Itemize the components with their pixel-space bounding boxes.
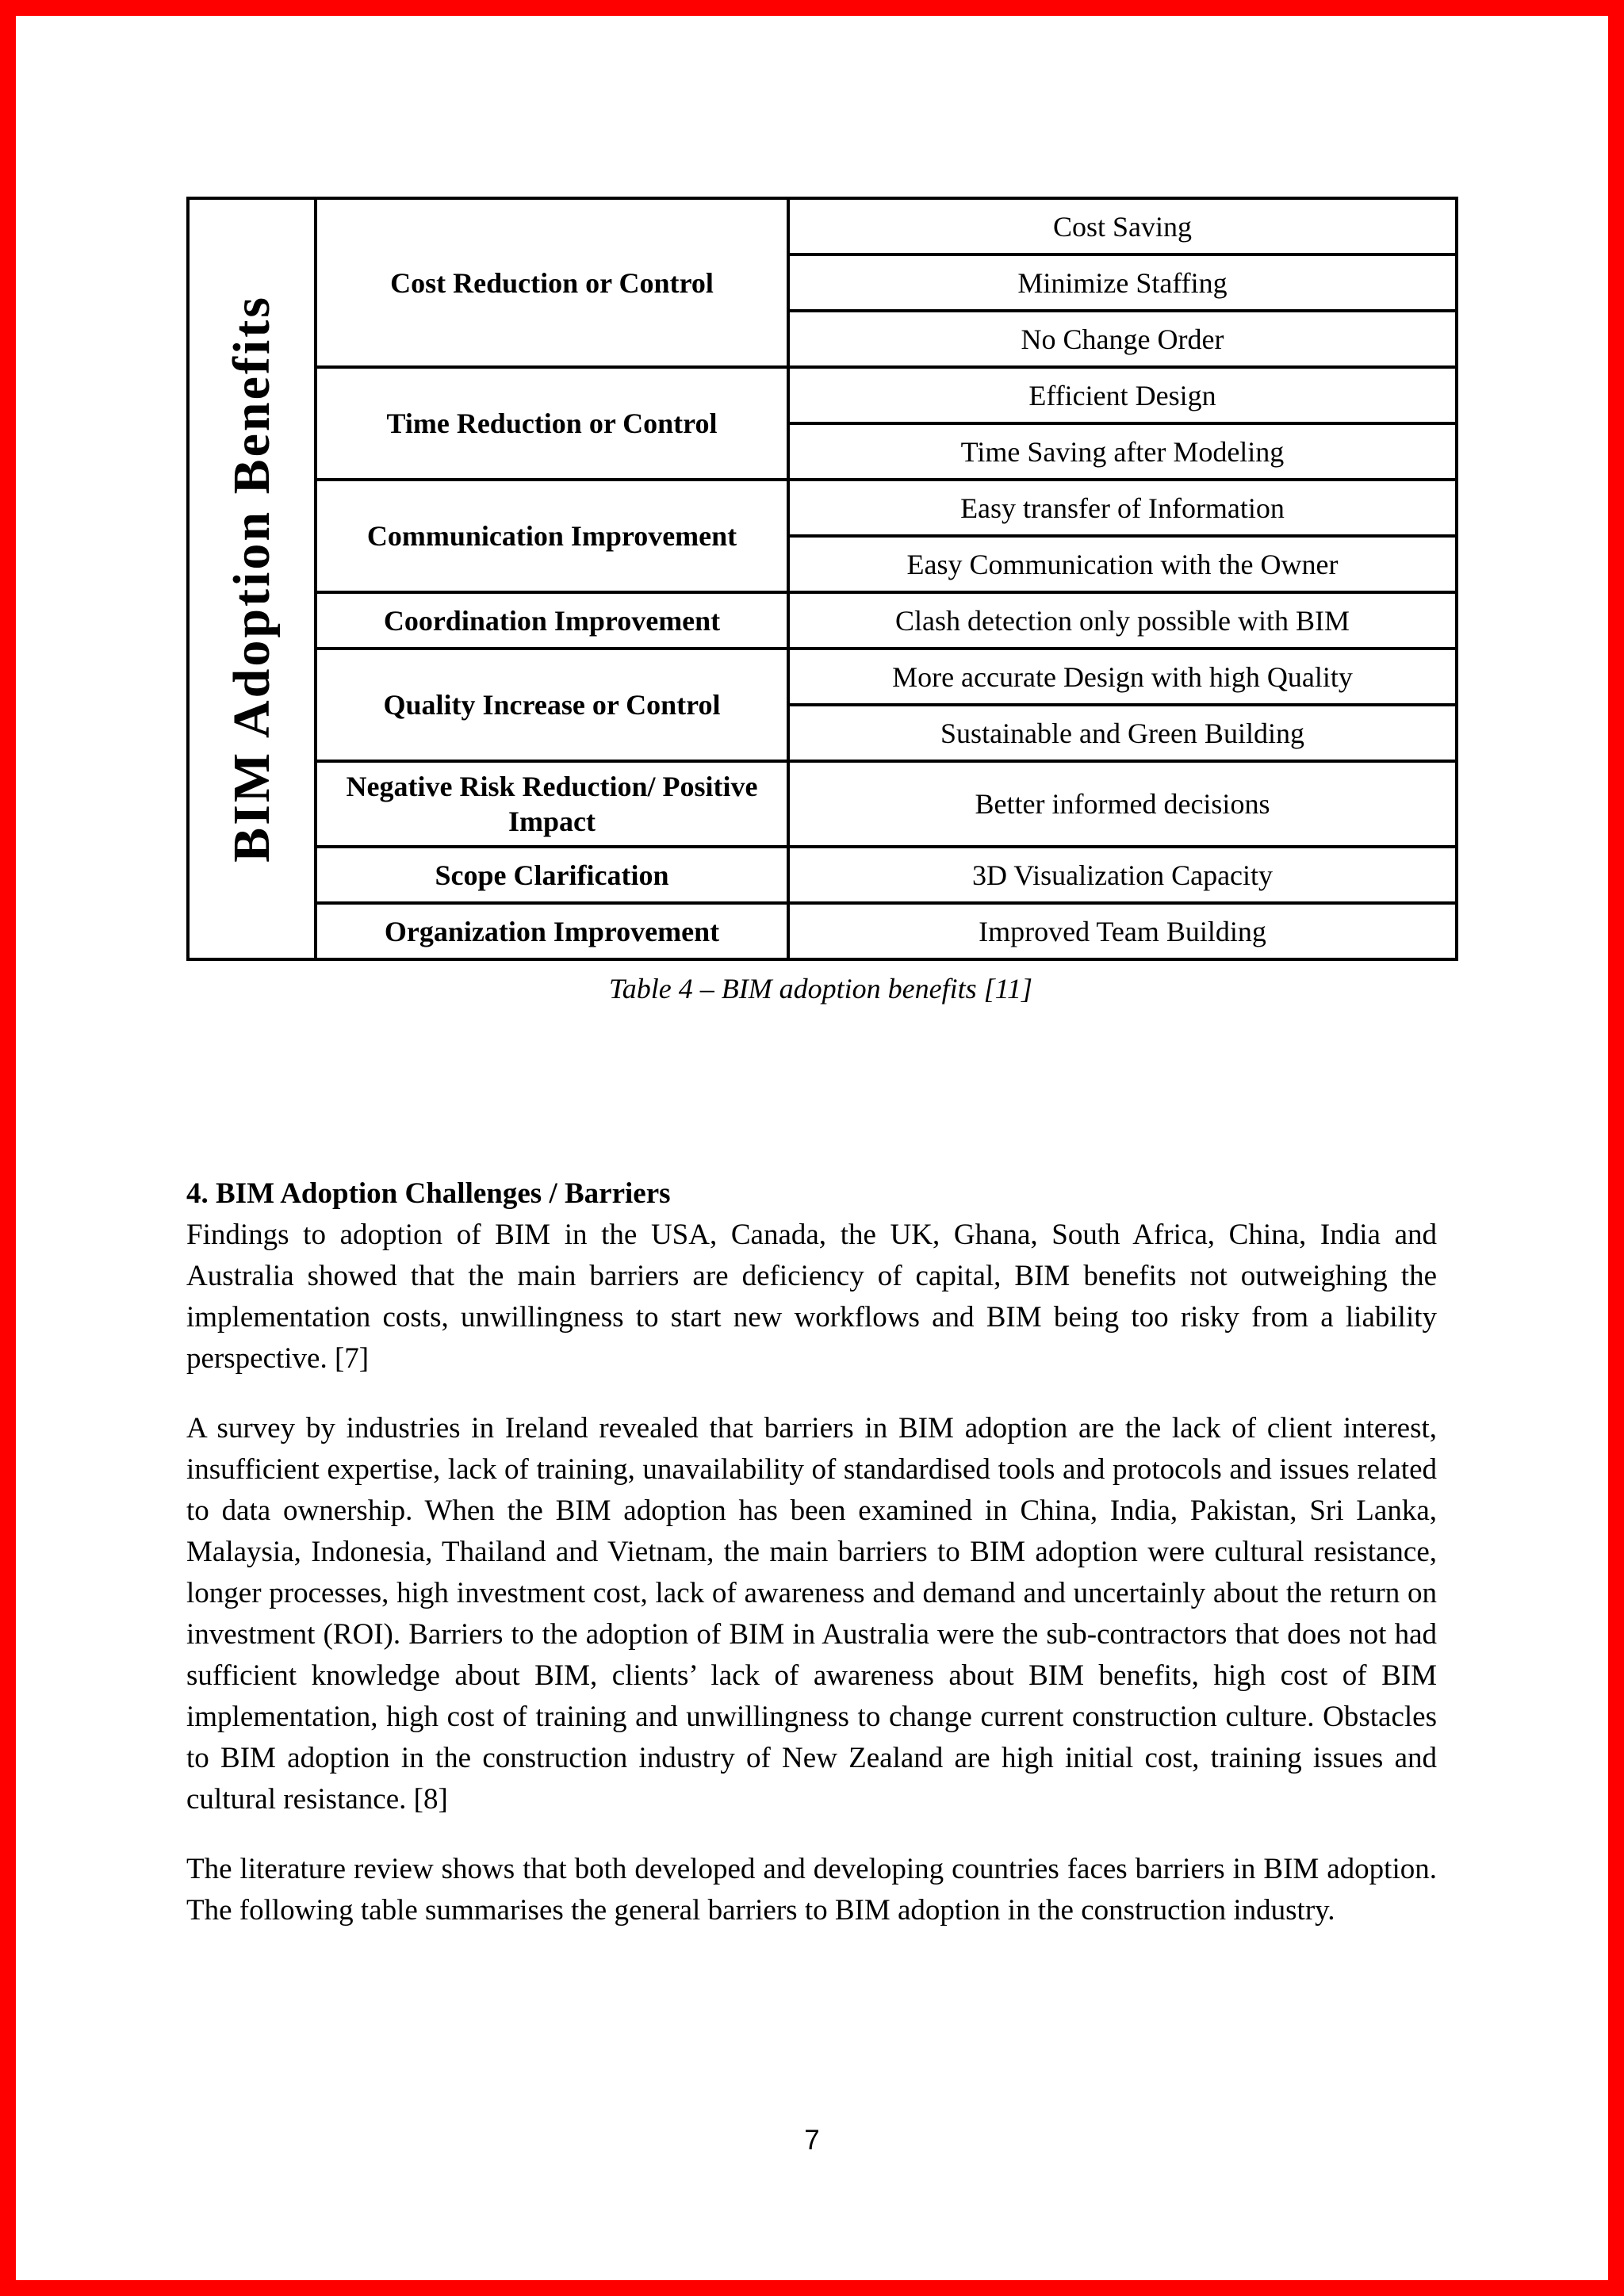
category-cell: Coordination Improvement (316, 592, 788, 649)
page-content (16, 16, 1608, 1931)
category-cell: Negative Risk Reduction/ Positive Impact (316, 761, 788, 847)
benefit-cell: Easy transfer of Information (788, 480, 1457, 536)
paragraph-1: Findings to adoption of BIM in the USA, Canada, the UK, Ghana, South Africa, China, India and Australia showed that the main barriers are deficiency of capital, BIM benefits not outweighing the implementation costs, unwillingness to start new workflows and BIM being too risky from a liability perspective. [7] (186, 1219, 1437, 1375)
section-heading: 4. BIM Adoption Challenges / Barriers (186, 1177, 671, 1210)
benefit-cell: More accurate Design with high Quality (788, 649, 1457, 705)
category-cell: Time Reduction or Control (316, 367, 788, 480)
table-row (188, 761, 1457, 847)
category-cell: Quality Increase or Control (316, 649, 788, 761)
table-row (188, 480, 1457, 536)
table-row (188, 367, 1457, 423)
benefit-cell: Minimize Staffing (788, 254, 1457, 311)
category-cell: Scope Clarification (316, 847, 788, 903)
benefit-cell: Sustainable and Green Building (788, 705, 1457, 761)
page-number: 7 (804, 2125, 820, 2156)
benefit-cell: Clash detection only possible with BIM (788, 592, 1457, 649)
benefit-cell: Better informed decisions (788, 761, 1457, 847)
rotated-header-text: BIM Adoption Benefits (222, 295, 281, 863)
rotated-header-cell (188, 198, 316, 959)
category-cell: Cost Reduction or Control (316, 198, 788, 367)
paragraph-3: The literature review shows that both developed and developing countries faces barriers in BIM adoption. The following table summarises the general barriers to BIM adoption in the construction industry. (186, 1853, 1437, 1927)
table-row (188, 592, 1457, 649)
benefit-cell: Efficient Design (788, 367, 1457, 423)
benefit-cell: Cost Saving (788, 198, 1457, 254)
table-row (188, 903, 1457, 959)
benefit-cell: Improved Team Building (788, 903, 1457, 959)
bim-benefits-table (186, 197, 1458, 961)
benefit-cell: Time Saving after Modeling (788, 423, 1457, 480)
benefit-cell: 3D Visualization Capacity (788, 847, 1457, 903)
table-caption: Table 4 – BIM adoption benefits [11] (609, 973, 1032, 1004)
table-row (188, 649, 1457, 705)
benefit-cell: Easy Communication with the Owner (788, 536, 1457, 592)
table-row (188, 847, 1457, 903)
category-cell: Communication Improvement (316, 480, 788, 592)
paragraph-2: A survey by industries in Ireland revealed that barriers in BIM adoption are the lack of client interest, insufficient expertise, lack of training, unavailability of standardised tools and protocols and issues related to data ownership. When the BIM adoption has been examined in China, India, Pakistan, Sri Lanka, Malaysia, Indonesia, Thailand and Vietnam, the main barriers to BIM adoption were cultural resistance, longer processes, high investment cost, lack of awareness and demand and uncertainly about the return on investment (ROI). Barriers to the adoption of BIM in Australia were the sub-contractors that does not had sufficient knowledge about BIM, clients’ lack of awareness about BIM benefits, high cost of BIM implementation, high cost of training and unwillingness to change current construction culture. Obstacles to BIM adoption in the construction industry of New Zealand are high initial cost, training issues and cultural resistance. [8] (186, 1412, 1437, 1816)
table-row (188, 198, 1457, 254)
category-cell: Organization Improvement (316, 903, 788, 959)
benefit-cell: No Change Order (788, 311, 1457, 367)
